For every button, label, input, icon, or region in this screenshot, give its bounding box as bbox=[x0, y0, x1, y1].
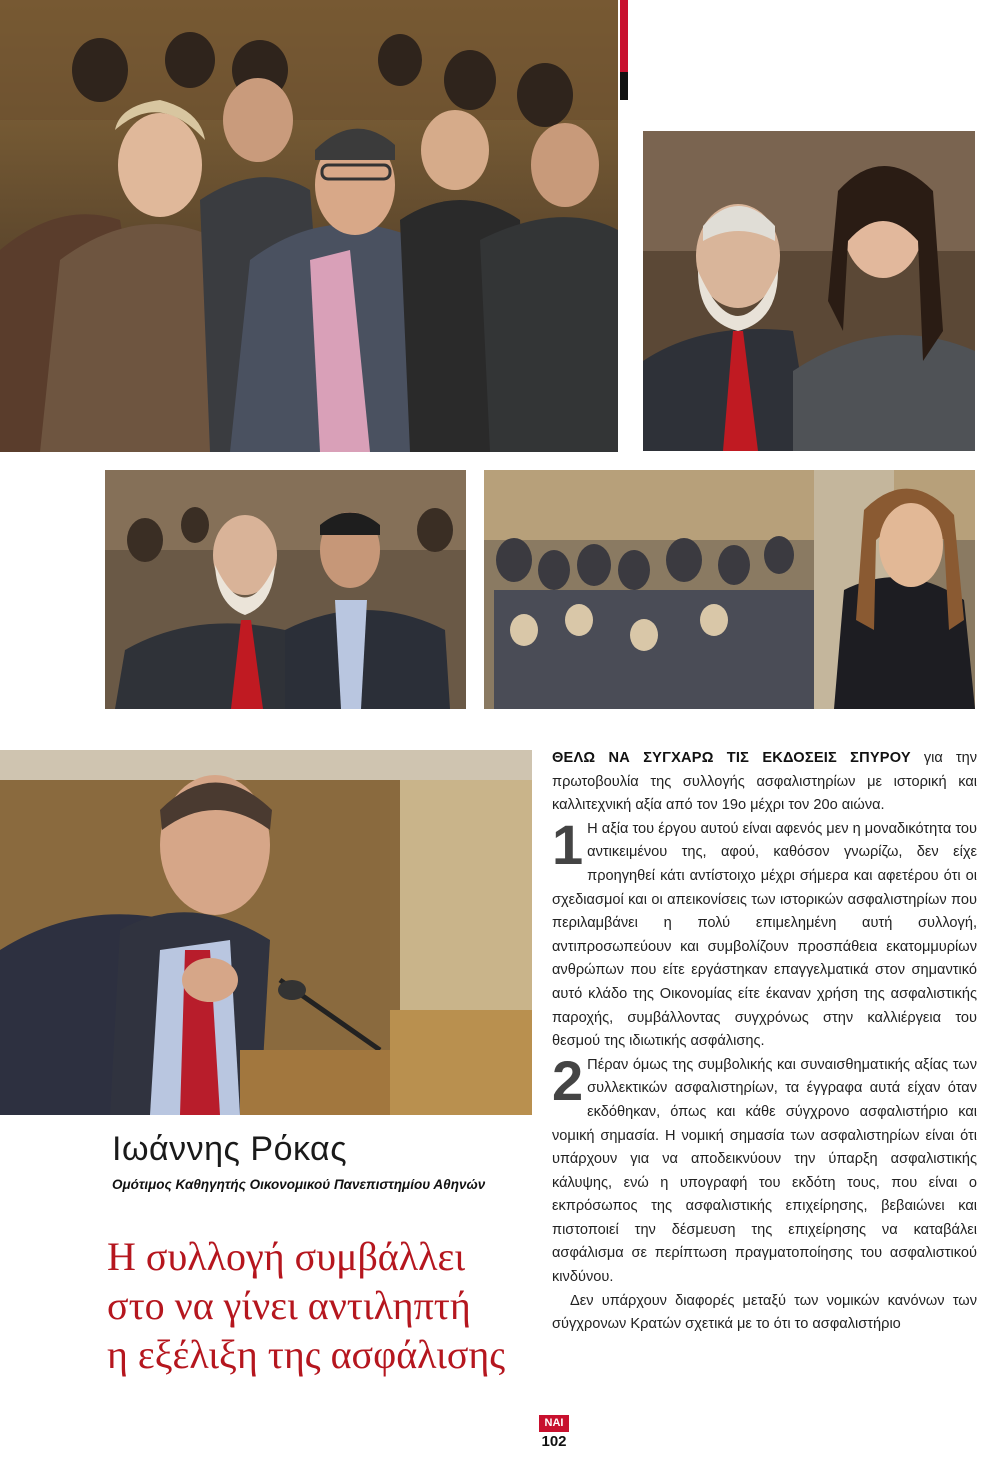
author-name: Ιωάννης Ρόκας bbox=[112, 1130, 348, 1168]
headline-line-3: η εξέλιξη της ασφάλισης bbox=[107, 1332, 506, 1377]
paragraph-1 bbox=[552, 812, 977, 1054]
headline-line-2: στο να γίνει αντιληπτή bbox=[107, 1283, 471, 1328]
headline-line-1: Η συλλογή συμβάλλει bbox=[107, 1234, 466, 1279]
two-people-photo bbox=[643, 131, 975, 451]
audience-photo bbox=[0, 0, 618, 452]
dropcap-1: 1 bbox=[552, 812, 584, 876]
paragraph-2 bbox=[552, 1048, 977, 1290]
room-woman-photo bbox=[484, 470, 975, 709]
speaker-photo bbox=[0, 750, 532, 1115]
section-tab bbox=[620, 0, 628, 100]
paragraph-3: Δεν υπάρχουν διαφορές μεταξύ των νομικών κανόνων των σύγχρονων Κρατών σχετικά με το ότι το ασφαλιστήριο bbox=[552, 1292, 977, 1333]
page-number: 102 bbox=[541, 1433, 567, 1450]
author-role: Ομότιμος Καθηγητής Οικονομικού Πανεπιστημίου Αθηνών bbox=[112, 1177, 486, 1192]
lead-paragraph bbox=[552, 747, 977, 818]
lead-bold: ΘΕΛΩ ΝΑ ΣΥΓΧΑΡΩ ΤΙΣ ΕΚΔΟΣΕΙΣ ΣΠΥΡΟΥ bbox=[552, 750, 911, 766]
paragraph-1-text: Η αξία του έργου αυτού είναι αφενός μεν η μοναδικότητα του αντικειμένου της, αφού, καθόσον γνωρίζω, δεν είχε προηγηθεί κάτι αντίστοιχο μέχρι σήμερα και αφετέρου ότι οι σχεδιασμοί και οι απεικονίσεις των ιστορικών ασφαλιστηρίων που περιλαμβάνει η πολύ επιμελημένη αυτή συλλογή, αντιπροσωπεύουν και συμβολίζουν προσπάθεια εκατομμυρίων ανθρώπων που είτε εργάστηκαν επαγγελματικά στον σημαντικό αυτό κλάδο της Οικονομίας είτε έκαναν χρήση της ασφαλιστικής παροχής, συμβάλλοντας συγχρόνως στην καλλιέργεια του θεσμού της ιδιωτικής ασφάλισης. bbox=[552, 820, 977, 1050]
two-men-photo bbox=[105, 470, 466, 709]
paragraph-2-text: Πέραν όμως της συμβολικής και συναισθηματικής αξίας των συλλεκτικών ασφαλιστηρίων, τα έγγραφα αυτά είχαν όταν εκδόθηκαν, όπως και κάθε σύγχρονο ασφαλιστήριο και νομική σημασία. Η νομική σημασία των ασφαλιστηρίων είναι ότι υπάρχουν για να αποδεικνύουν την ύπαρξη ασφαλιστικής κάλυψης, ενώ η υπογραφή του εκδότη τους, που είναι ο εκπρόσωπος της ασφαλιστικής επιχείρησης, βεβαιώνει και πιστοποιεί την δέσμευση της επιχείρησης να καταβάλει ασφάλισμα σε περίπτωση πραγματοποίησης του ασφαλιστικού κινδύνου. bbox=[552, 1056, 977, 1286]
magazine-logo: ΝΑΙ bbox=[539, 1415, 569, 1432]
article-body bbox=[552, 747, 977, 1337]
headline bbox=[107, 1232, 537, 1379]
dropcap-2: 2 bbox=[552, 1048, 584, 1112]
lead-text: για την πρωτοβουλία της συλλογής ασφαλιστηρίων με ιστορική και καλλιτεχνική αξία από τον 19ο μέχρι τον 20ο αιώνα. bbox=[552, 750, 978, 814]
